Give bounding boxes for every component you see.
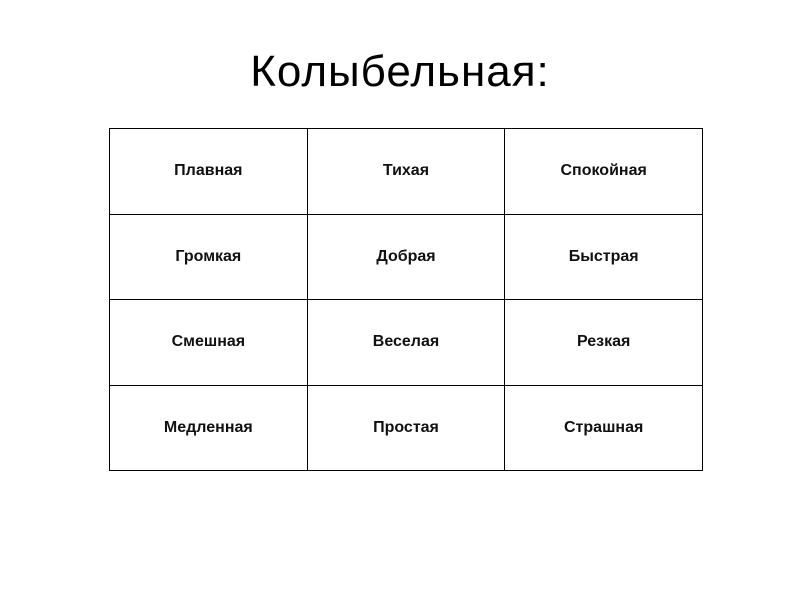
table-cell: Добрая (307, 214, 505, 300)
table-cell: Тихая (307, 129, 505, 215)
table-cell: Страшная (505, 385, 703, 471)
adjectives-table (109, 128, 703, 471)
table-cell: Плавная (110, 129, 308, 215)
table-row (110, 214, 703, 300)
table-cell: Простая (307, 385, 505, 471)
table-row (110, 129, 703, 215)
table-row (110, 300, 703, 386)
table-row (110, 385, 703, 471)
table-cell: Спокойная (505, 129, 703, 215)
table-cell: Смешная (110, 300, 308, 386)
table-cell: Медленная (110, 385, 308, 471)
slide-title: Колыбельная: (250, 47, 550, 96)
table-cell: Резкая (505, 300, 703, 386)
table-cell: Веселая (307, 300, 505, 386)
table-cell: Громкая (110, 214, 308, 300)
table-cell: Быстрая (505, 214, 703, 300)
